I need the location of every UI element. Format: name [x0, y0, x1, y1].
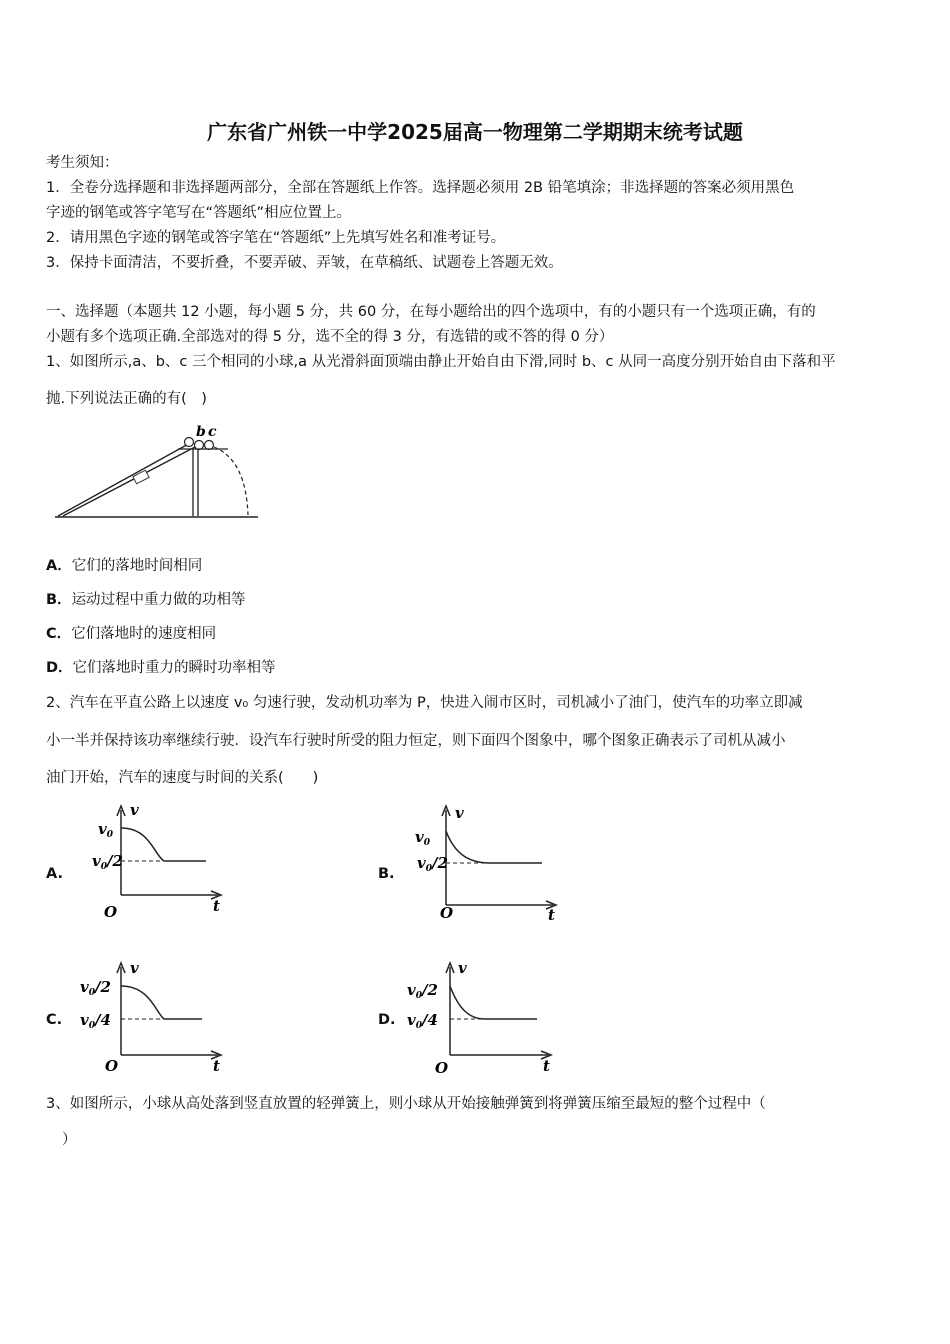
q1-option-c — [46, 627, 216, 642]
q2-graph-d — [405, 955, 565, 1080]
q3-stem-line-2: ） — [62, 1132, 77, 1148]
t-axis-label: t — [548, 906, 555, 924]
option-key: A． — [46, 558, 72, 574]
q1-option-a — [46, 559, 202, 574]
t-axis-label: t — [213, 897, 220, 915]
notice-heading: 考生须知： — [46, 155, 119, 171]
bottom-value-label: $v_0/4$ — [80, 1011, 111, 1031]
option-text: 运动过程中重力做的功相等 — [71, 592, 246, 608]
notice-line-2: 2．请用黑色字迹的钢笔或答字笔在“答题纸”上先填写姓名和准考证号。 — [46, 230, 506, 246]
label-c: c — [208, 424, 217, 440]
v-axis-label: v — [458, 959, 467, 977]
q1-option-b — [46, 593, 246, 608]
v-axis-label: v — [455, 804, 464, 822]
page-title: 广东省广州铁一中学2025届高一物理第二学期期末统考试题 — [207, 120, 743, 144]
q2-stem-line-3: 油门开始，汽车的速度与时间的关系( ) — [46, 770, 319, 786]
origin-label: O — [440, 904, 454, 922]
ball-a — [185, 438, 194, 447]
bottom-value-label: $v_0/2$ — [92, 852, 123, 872]
section-heading-line-1: 一、选择题（本题共 12 小题，每小题 5 分，共 60 分，在每小题给出的四个选项中，有的小题只有一个选项正确，有的 — [46, 304, 816, 320]
q3-stem-line-1: 3、如图所示，小球从高处落到竖直放置的轻弹簧上，则小球从开始接触弹簧到将弹簧压缩至最短的整个过程中（ — [46, 1096, 766, 1112]
ball-c — [205, 441, 214, 450]
q2-stem-line-1: 2、汽车在平直公路上以速度 v₀ 匀速行驶，发动机功率为 P，快进入闹市区时，司机减小了油门，使汽车的功率立即减 — [46, 695, 803, 711]
graph-a-key: A. — [46, 866, 63, 882]
q1-stem-line-1: 1、如图所示,a、b、c 三个相同的小球,a 从光滑斜面顶端由静止开始自由下滑,同时 b、c 从同一高度分别开始自由下落和平 — [46, 354, 836, 370]
graph-b-key: B. — [378, 866, 395, 882]
section-heading-line-2: 小题有多个选项正确.全部选对的得 5 分，选不全的得 3 分，有选错的或不答的得 0 分） — [46, 329, 614, 345]
bottom-value-label: $v_0/2$ — [417, 854, 448, 874]
option-key: B． — [46, 592, 72, 608]
t-axis-label: t — [543, 1057, 550, 1075]
v-axis-label: v — [130, 959, 139, 977]
q1-incline-figure — [50, 420, 265, 525]
bottom-value-label: $v_0/4$ — [407, 1011, 438, 1031]
top-value-label: $v_0/2$ — [80, 978, 111, 998]
option-key: D． — [46, 660, 73, 676]
label-b: b — [196, 424, 206, 440]
top-value-label: $v_0$ — [98, 820, 113, 840]
option-text: 它们的落地时间相同 — [71, 558, 203, 574]
option-text: 它们落地时重力的瞬时功率相等 — [72, 660, 276, 676]
notice-line-1a: 1．全卷分选择题和非选择题两部分，全部在答题纸上作答。选择题必须用 2B 铅笔填涂；非选择题的答案必须用黑色 — [46, 180, 795, 196]
option-text: 它们落地时的速度相同 — [71, 626, 217, 642]
option-key: C． — [46, 626, 72, 642]
top-value-label: $v_0$ — [415, 828, 430, 848]
graph-d-key: D. — [378, 1012, 396, 1028]
top-value-label: $v_0/2$ — [407, 981, 438, 1001]
graph-c-key: C. — [46, 1012, 63, 1028]
q1-stem-line-2: 抛.下列说法正确的有( ) — [46, 391, 207, 407]
q2-graph-c — [80, 955, 240, 1080]
notice-line-1b: 字迹的钢笔或答字笔写在“答题纸”相应位置上。 — [46, 205, 352, 221]
v-axis-label: v — [130, 801, 139, 819]
q2-graph-b — [415, 800, 565, 925]
q2-stem-line-2: 小一半并保持该功率继续行驶．设汽车行驶时所受的阻力恒定，则下面四个图象中，哪个图象正确表示了司机从减小 — [46, 733, 786, 749]
q1-option-d — [46, 661, 276, 676]
q2-graph-a — [90, 800, 240, 925]
origin-label: O — [104, 903, 118, 921]
origin-label: O — [105, 1057, 119, 1075]
ball-b — [195, 441, 204, 450]
notice-line-3: 3．保持卡面清洁，不要折叠，不要弄破、弄皱，在草稿纸、试题卷上答题无效。 — [46, 255, 563, 271]
origin-label: O — [435, 1059, 449, 1077]
t-axis-label: t — [213, 1057, 220, 1075]
